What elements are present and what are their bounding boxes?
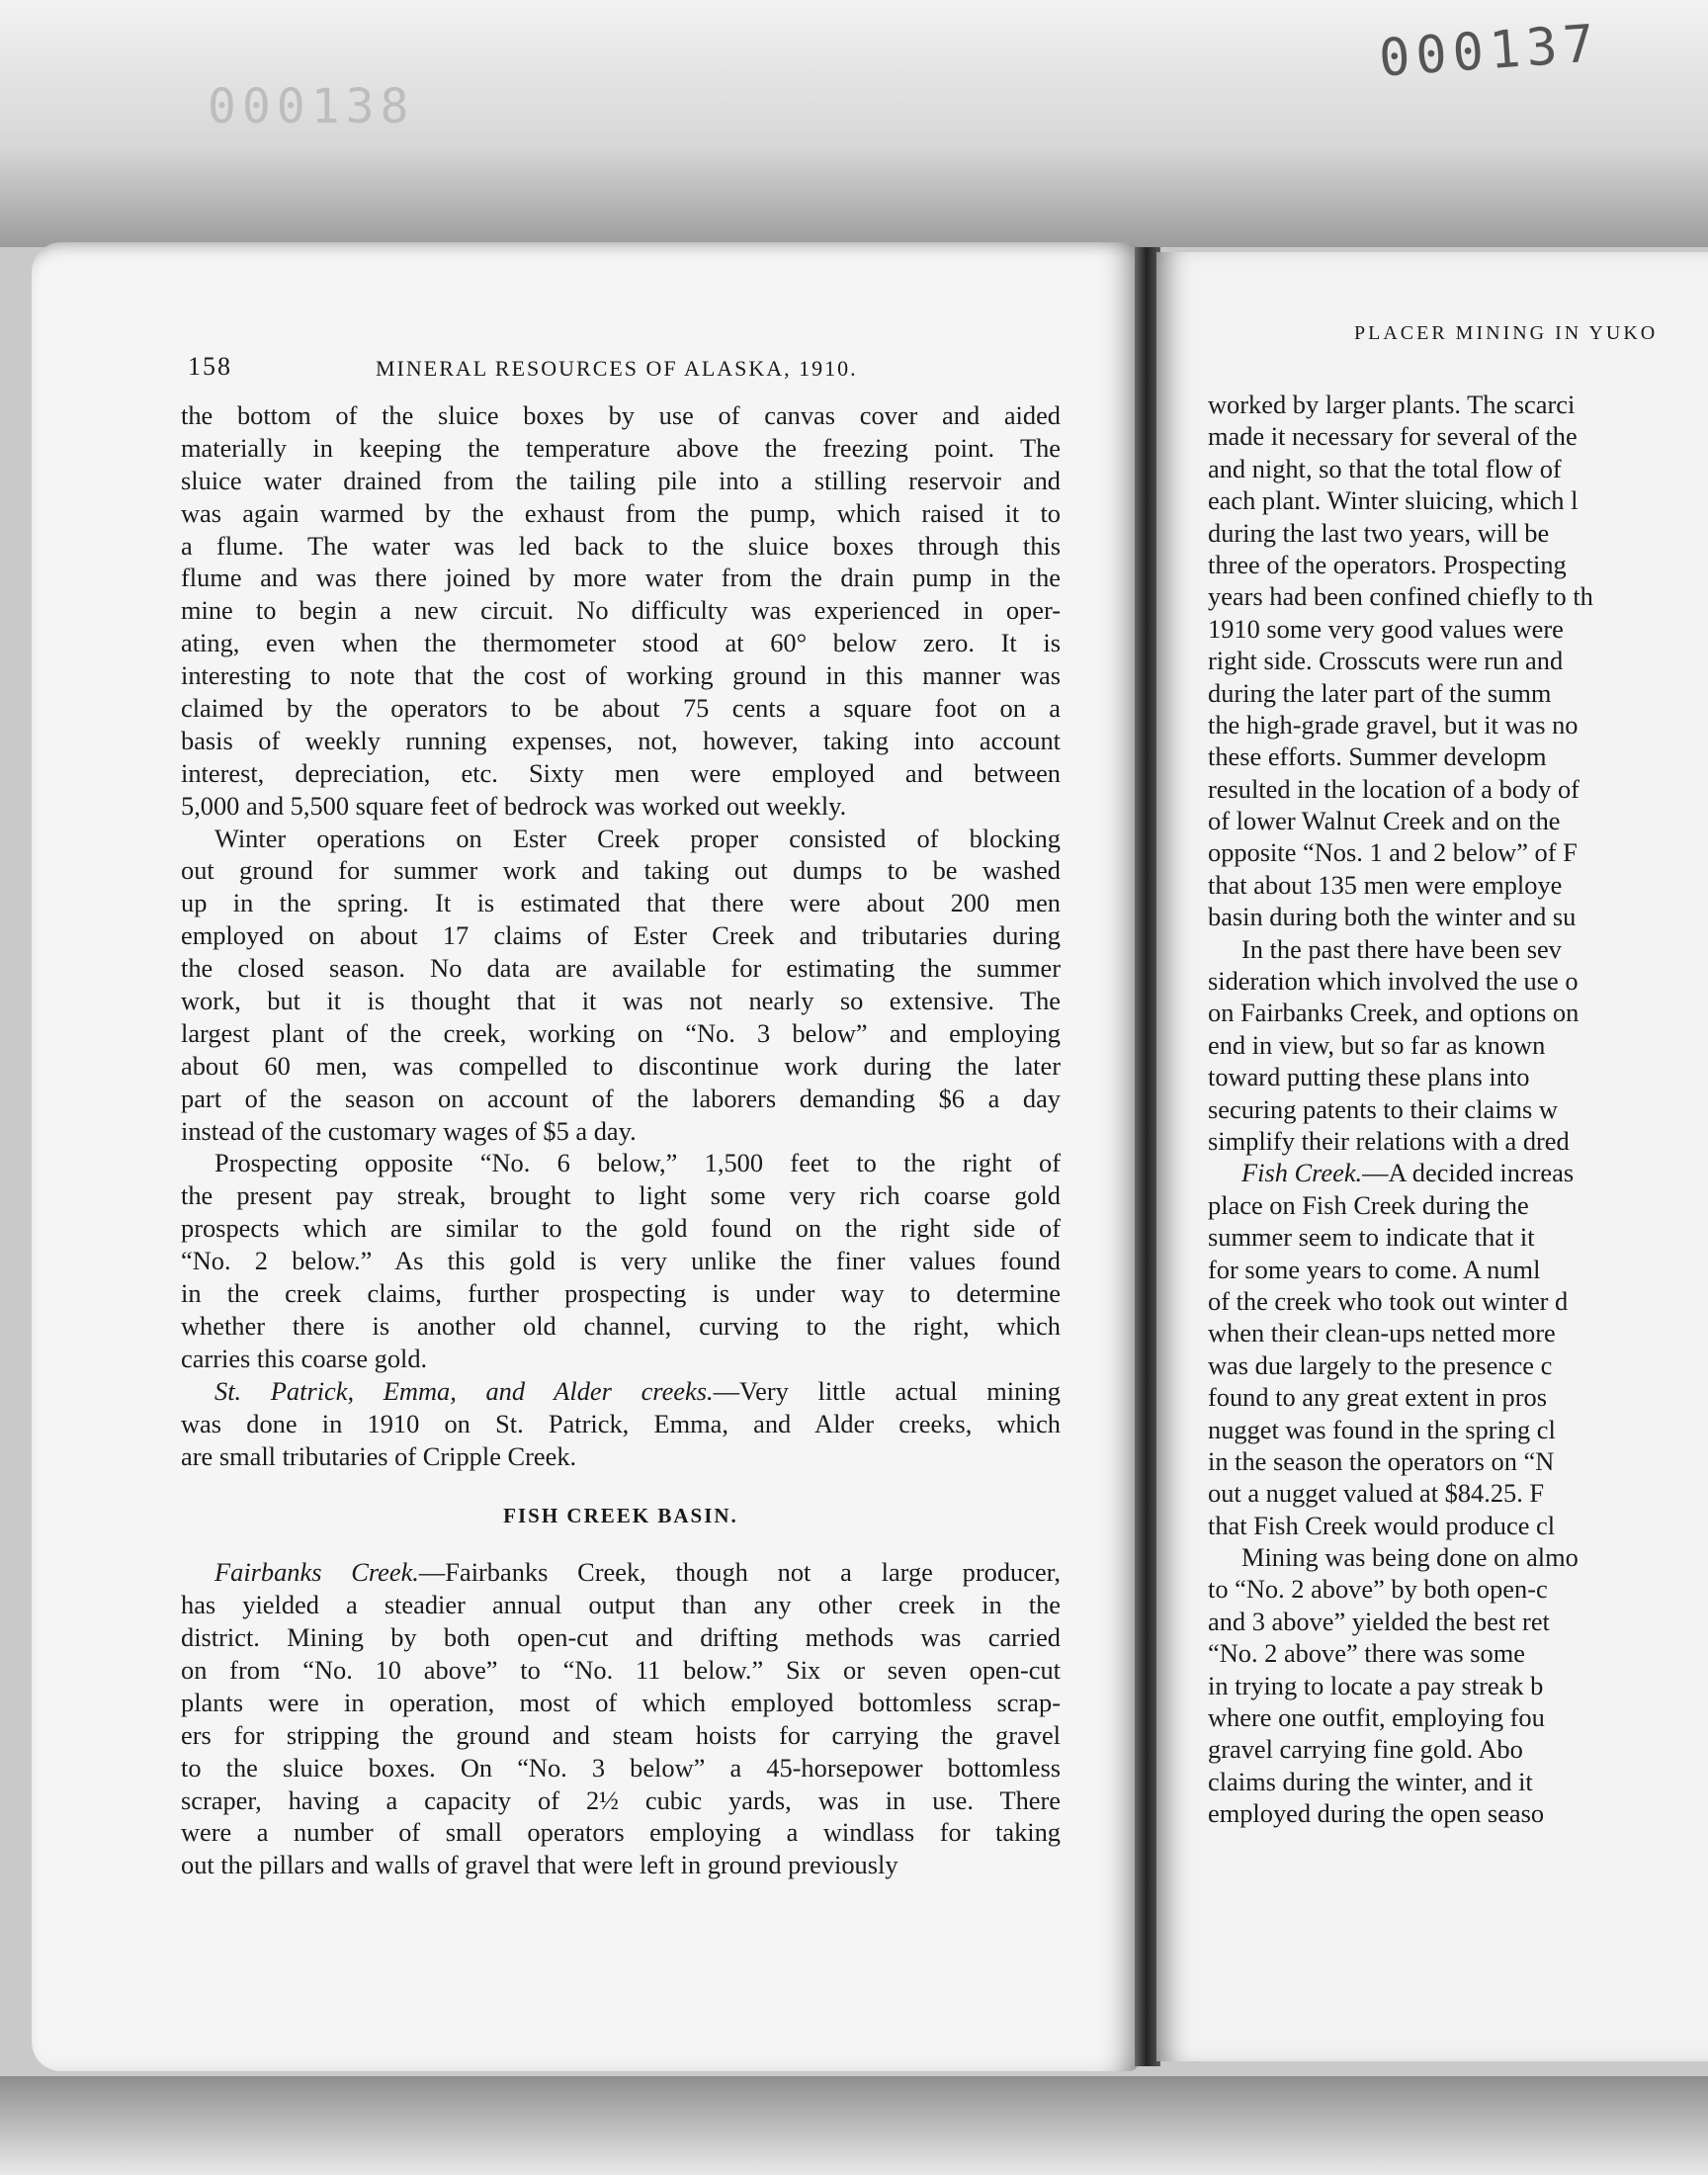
text-line: basis of weekly running expenses, not, however, taking into account xyxy=(181,725,1061,755)
text-line: interesting to note that the cost of working ground in this manner was xyxy=(181,660,1061,691)
text-line: about 60 men, was compelled to discontinue work during the later xyxy=(181,1050,1061,1081)
text-line: resulted in the location of a body of xyxy=(1208,773,1580,804)
text-line: largest plant of the creek, working on “No. 3 below” and employing xyxy=(181,1017,1061,1048)
text-line: flume and was there joined by more water from the drain pump in the xyxy=(181,563,1061,593)
text-line: sluice water drained from the tailing pile into a stilling reservoir and xyxy=(181,465,1061,495)
text-line: was done in 1910 on St. Patrick, Emma, and Alder creeks, which xyxy=(181,1408,1061,1438)
text-line: prospects which are similar to the gold found on the right side of xyxy=(181,1213,1061,1244)
text-line xyxy=(1208,1157,1708,1188)
paragraph-lead: St. Patrick, Emma, and Alder creeks. xyxy=(214,1375,714,1406)
text-line: toward putting these plans into xyxy=(1208,1062,1530,1092)
text-line: to the sluice boxes. On “No. 3 below” a 45-horsepower bottomless xyxy=(181,1752,1061,1783)
text-line: In the past there have been sev xyxy=(1241,933,1562,964)
text-line: these efforts. Summer developm xyxy=(1208,741,1547,772)
text-line: that Fish Creek would produce cl xyxy=(1208,1510,1556,1540)
text-line: of the creek who took out winter d xyxy=(1208,1285,1569,1316)
text-line: worked by larger plants. The scarci xyxy=(1208,390,1576,419)
text-line: where one outfit, employing fou xyxy=(1208,1702,1545,1733)
text-line: Mining was being done on almo xyxy=(1241,1542,1579,1573)
text-line: mine to begin a new circuit. No difficulty was experienced in oper- xyxy=(181,595,1061,626)
text-line: district. Mining by both open-cut and drifting methods was carried xyxy=(181,1622,1061,1653)
paragraph-lead-rest: —A decided increas xyxy=(1362,1158,1575,1188)
text-line: during the last two years, will be xyxy=(1208,517,1550,548)
paragraph-lead-rest: —Very little actual mining xyxy=(713,1375,1062,1406)
text-line: “No. 2 below.” As this gold is very unlike the finer values found xyxy=(181,1246,1061,1276)
text-line: claims during the winter, and it xyxy=(1208,1766,1533,1796)
spacer xyxy=(181,1472,1061,1498)
text-line: “No. 2 above” there was some xyxy=(1208,1638,1525,1669)
text-line xyxy=(181,1375,1061,1408)
text-line: in the creek claims, further prospecting is under way to determine xyxy=(181,1278,1061,1309)
text-line: that about 135 men were employe xyxy=(1208,869,1563,900)
text-line: part of the season on account of the laborers demanding $6 a day xyxy=(181,1083,1061,1113)
paragraph-lead: Fairbanks Creek. xyxy=(214,1557,419,1588)
text-line: interest, depreciation, etc. Sixty men were employed and between xyxy=(181,757,1061,788)
text-line: a flume. The water was led back to the sluice boxes through this xyxy=(181,530,1061,561)
text-line: three of the operators. Prospecting xyxy=(1208,549,1567,579)
text-line: carries this coarse gold. xyxy=(181,1343,428,1373)
text-line: on Fairbanks Creek, and options on xyxy=(1208,998,1580,1028)
text-line: are small tributaries of Cripple Creek. xyxy=(181,1440,577,1471)
text-line: whether there is another old channel, curving to the right, which xyxy=(181,1310,1061,1341)
scan-bottom-border xyxy=(0,2076,1708,2175)
text-line: out the pillars and walls of gravel that were left in ground previously xyxy=(181,1850,898,1880)
paragraph-lead: Fish Creek. xyxy=(1241,1158,1363,1188)
page-stamp: 000137 xyxy=(1377,14,1602,89)
text-line: and 3 above” yielded the best ret xyxy=(1208,1606,1550,1636)
text-line: when their clean-ups netted more xyxy=(1208,1318,1556,1348)
text-line: basin during both the winter and su xyxy=(1208,902,1577,932)
text-line: were a number of small operators employing a windlass for taking xyxy=(181,1817,1061,1848)
text-line: on from “No. 10 above” to “No. 11 below.” Six or seven open-cut xyxy=(181,1654,1061,1685)
text-line: 1910 some very good values were xyxy=(1208,613,1564,644)
text-line: of lower Walnut Creek and on the xyxy=(1208,806,1561,836)
bleed-through-stamp: 000138 xyxy=(208,79,415,134)
text-line: ating, even when the thermometer stood at 60° below zero. It is xyxy=(181,628,1061,658)
text-line: claimed by the operators to be about 75 cents a square foot on a xyxy=(181,693,1061,724)
text-line: and night, so that the total flow of xyxy=(1208,453,1562,483)
text-line: gravel carrying fine gold. Abo xyxy=(1208,1734,1523,1765)
text-line: made it necessary for several of the xyxy=(1208,421,1578,452)
text-line: instead of the customary wages of $5 a day. xyxy=(181,1115,637,1146)
text-line: right side. Crosscuts were run and xyxy=(1208,646,1564,676)
text-line xyxy=(181,1498,1061,1530)
right-text-column xyxy=(1208,389,1708,1830)
text-line: years had been confined chiefly to th xyxy=(1208,581,1593,612)
text-line: out a nugget valued at $84.25. F xyxy=(1208,1478,1545,1509)
text-line: found to any great extent in pros xyxy=(1208,1382,1547,1413)
text-line: out ground for summer work and taking out dumps to be washed xyxy=(181,855,1061,886)
text-line: employed during the open seaso xyxy=(1208,1798,1545,1829)
text-line: simplify their relations with a dred xyxy=(1208,1125,1570,1156)
text-line: sideration which involved the use o xyxy=(1208,966,1579,997)
text-line: end in view, but so far as known xyxy=(1208,1029,1546,1060)
text-line: Winter operations on Ester Creek proper consisted of blocking xyxy=(214,823,1061,853)
text-line: during the later part of the summ xyxy=(1208,677,1552,708)
text-line: 5,000 and 5,500 square feet of bedrock was worked out weekly. xyxy=(181,790,847,821)
running-head-title: MINERAL RESOURCES OF ALASKA, 1910. xyxy=(376,356,858,381)
text-line: the high-grade gravel, but it was no xyxy=(1208,709,1579,740)
text-line: plants were in operation, most of which employed bottomless scrap- xyxy=(181,1687,1061,1717)
text-line: work, but it is thought that it was not nearly so extensive. The xyxy=(181,986,1061,1016)
text-line: the present pay streak, brought to light some very rich coarse gold xyxy=(181,1180,1061,1211)
text-line: the closed season. No data are available for estimating the summer xyxy=(181,953,1061,984)
text-line: in the season the operators on “N xyxy=(1208,1445,1555,1476)
text-line: for some years to come. A numl xyxy=(1208,1254,1541,1284)
text-line: up in the spring. It is estimated that there were about 200 men xyxy=(181,888,1061,918)
page-number: 158 xyxy=(188,352,232,381)
text-line: summer seem to indicate that it xyxy=(1208,1222,1535,1253)
paragraph-lead-rest: —Fairbanks Creek, though not a large producer, xyxy=(418,1557,1061,1588)
text-line: ers for stripping the ground and steam hoists for carrying the gravel xyxy=(181,1719,1061,1750)
text-line: nugget was found in the spring cl xyxy=(1208,1414,1556,1444)
left-text-column xyxy=(181,399,1061,1881)
right-running-head: PLACER MINING IN YUKO xyxy=(1354,322,1659,344)
left-running-head xyxy=(188,352,1058,388)
text-line: has yielded a steadier annual output than any other creek in the xyxy=(181,1590,1061,1620)
text-line: materially in keeping the temperature above the freezing point. The xyxy=(181,432,1061,463)
text-line: scraper, having a capacity of 2½ cubic yards, was in use. There xyxy=(181,1784,1061,1815)
text-line: employed on about 17 claims of Ester Creek and tributaries during xyxy=(181,920,1061,951)
text-line: each plant. Winter sluicing, which l xyxy=(1208,485,1579,516)
section-heading: FISH CREEK BASIN. xyxy=(503,1504,738,1528)
text-line xyxy=(181,1556,1061,1589)
spacer xyxy=(181,1530,1061,1556)
text-line: securing patents to their claims w xyxy=(1208,1093,1558,1124)
text-line: opposite “Nos. 1 and 2 below” of F xyxy=(1208,837,1578,868)
text-line: the bottom of the sluice boxes by use of canvas cover and aided xyxy=(181,400,1061,430)
text-line: in trying to locate a pay streak b xyxy=(1208,1670,1544,1700)
text-line: was due largely to the presence c xyxy=(1208,1349,1553,1380)
text-line: Prospecting opposite “No. 6 below,” 1,500 feet to the right of xyxy=(214,1148,1061,1178)
text-line: was again warmed by the exhaust from the pump, which raised it to xyxy=(181,497,1061,528)
text-line: place on Fish Creek during the xyxy=(1208,1189,1529,1220)
text-line: to “No. 2 above” by both open-c xyxy=(1208,1574,1548,1605)
